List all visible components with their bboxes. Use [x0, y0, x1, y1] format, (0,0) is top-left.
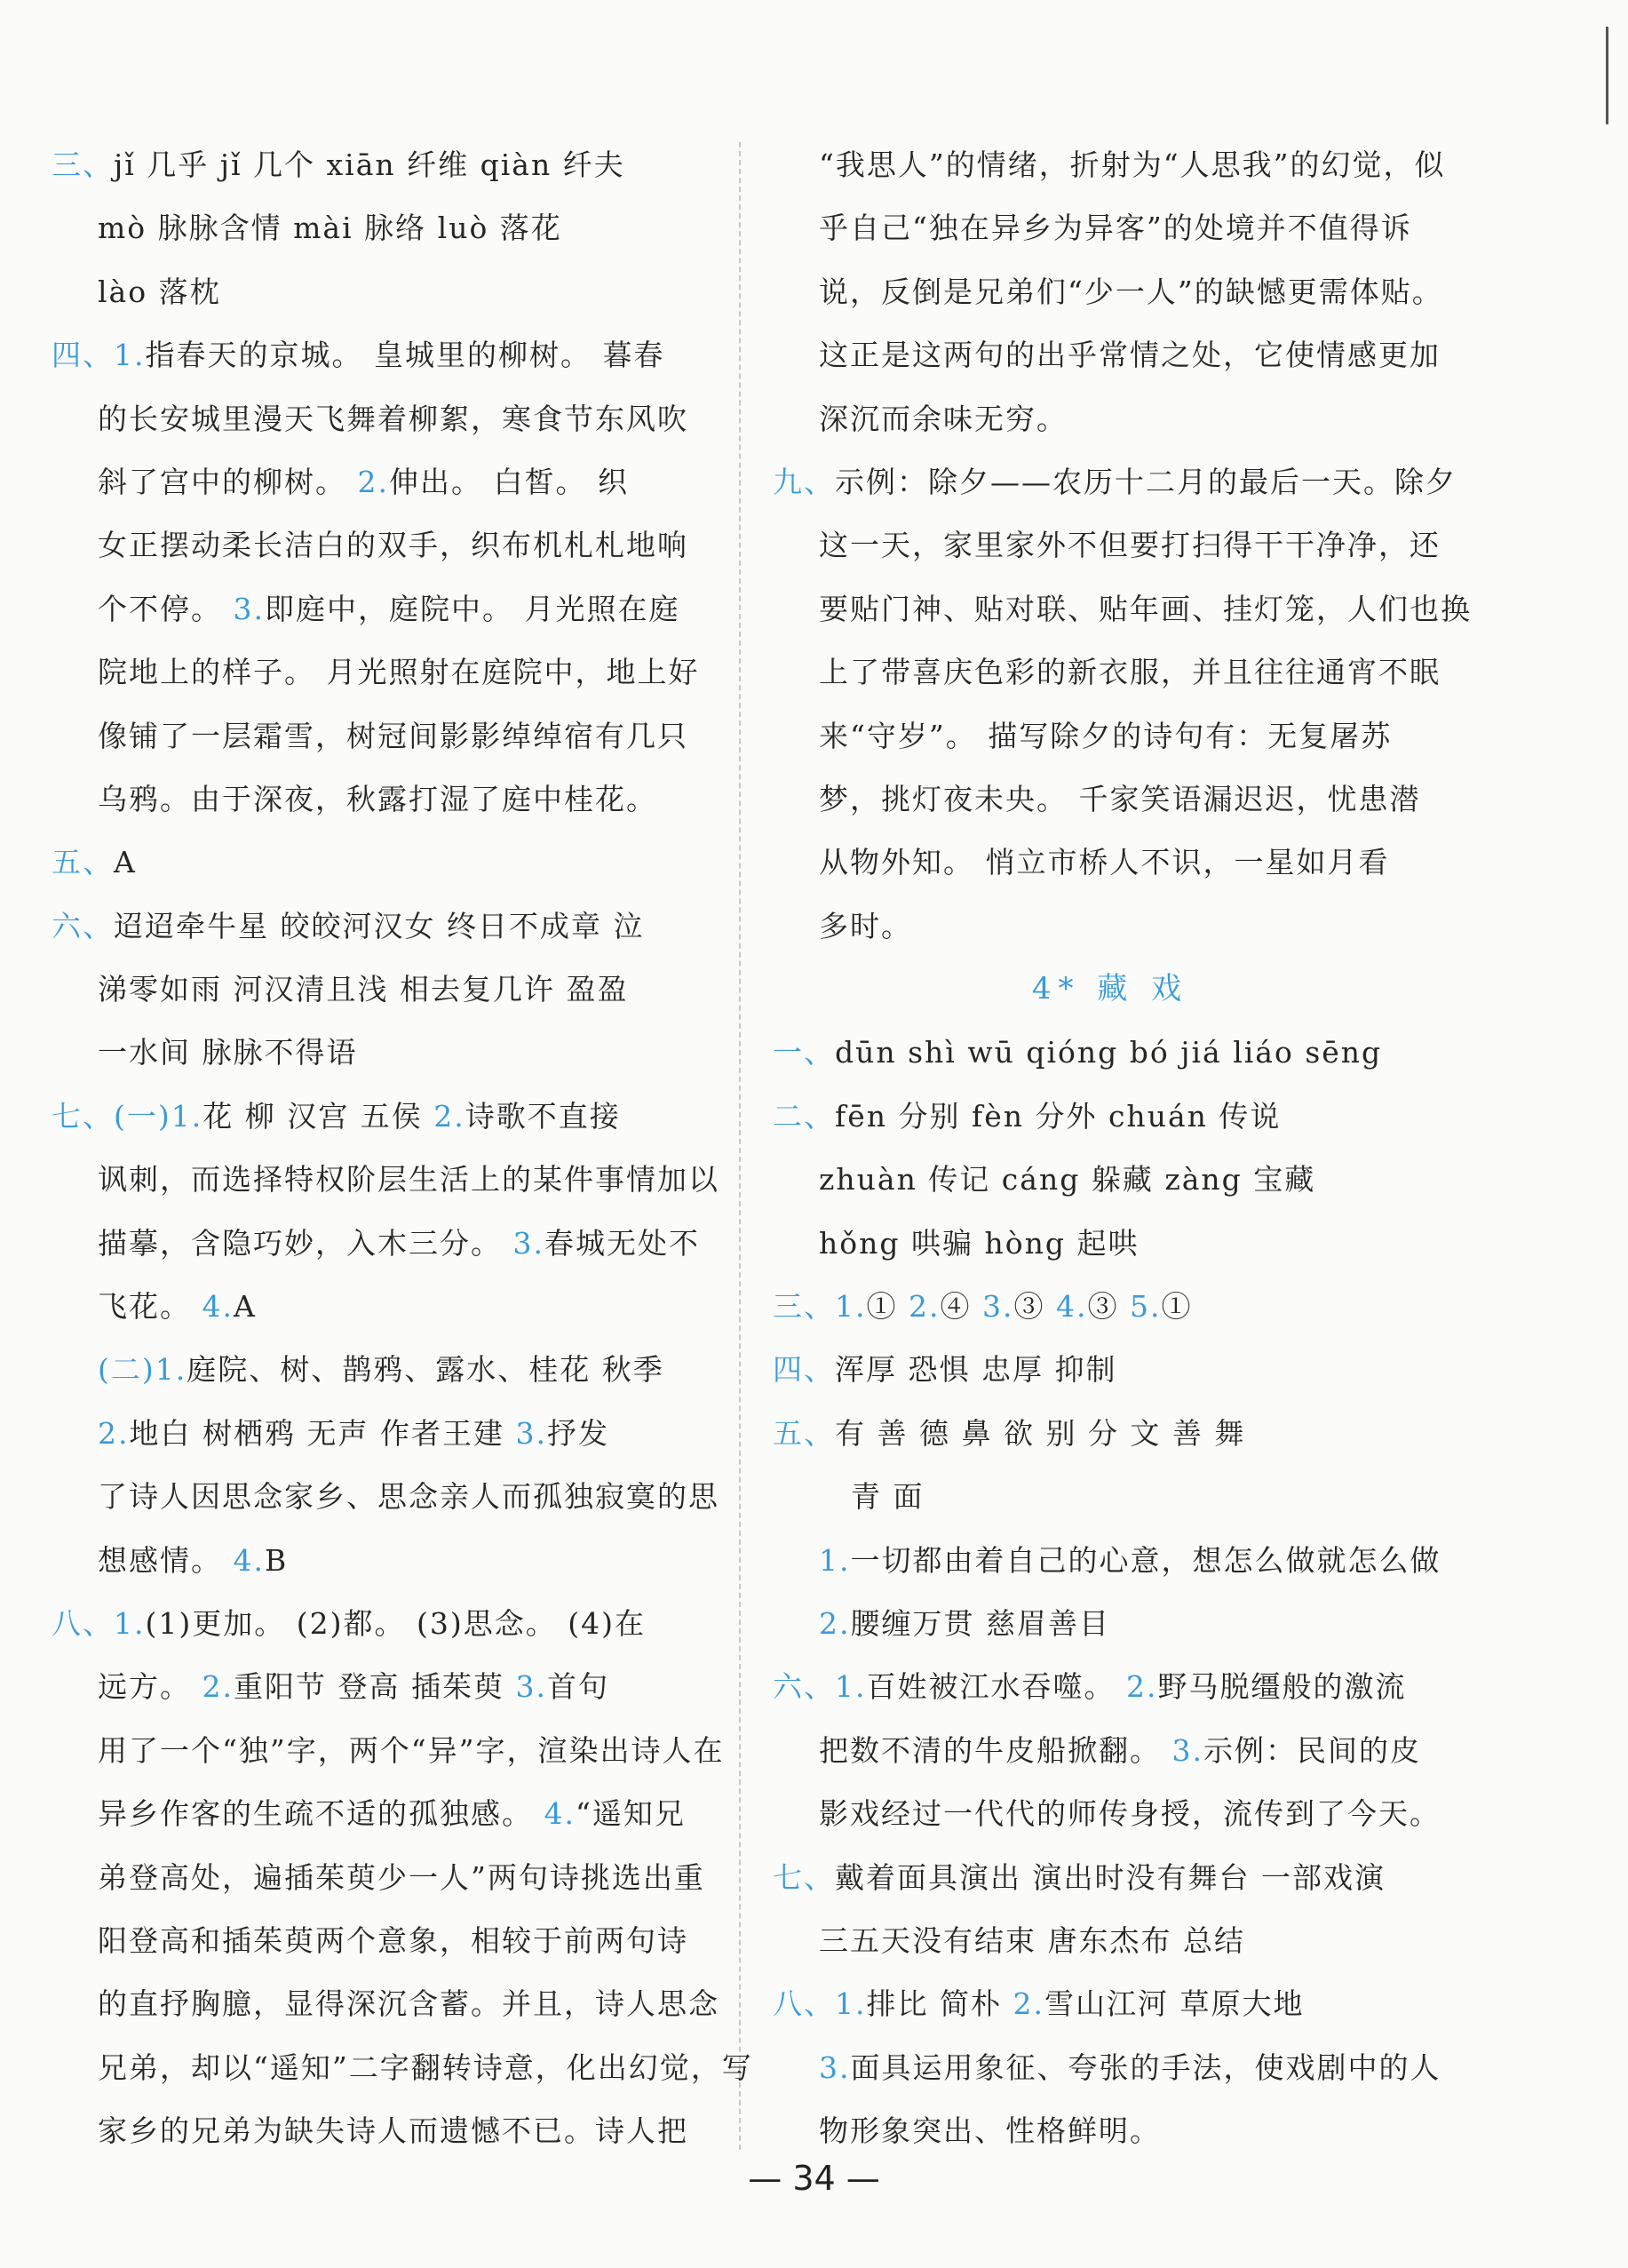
page-number: — 34 — [748, 2159, 880, 2198]
answer-text: 讽刺，而选择特权阶层生活上的某件事情加以 [98, 1162, 719, 1198]
answer-line [773, 768, 1448, 831]
question-number: 4. [202, 1289, 234, 1325]
answer-text: fēn 分别 fèn 分外 chuán 传说 [835, 1098, 1282, 1134]
answer-text: 阳登高和插茱萸两个意象，相较于前两句诗 [98, 1922, 688, 1958]
answer-text: 斜了宫中的柳树。 [98, 464, 358, 499]
question-number: 3. [512, 1225, 544, 1261]
answer-line [773, 1846, 1448, 1909]
question-number: 5. [1130, 1289, 1162, 1325]
answer-text: 用了一个“独”字，两个“异”字，渲染出诗人在 [98, 1732, 725, 1768]
answer-text: 青 面 [851, 1479, 925, 1515]
answer-text: hǒng 哄骗 hòng 起哄 [819, 1225, 1140, 1261]
answer-text: B [265, 1542, 289, 1578]
answer-line [773, 1148, 1448, 1211]
question-number: 八、1. [52, 1605, 146, 1641]
question-number: 2. [909, 1289, 941, 1325]
answer-line [52, 1275, 709, 1338]
answer-text: 地白 树栖鸦 无声 作者王建 [129, 1415, 516, 1451]
answer-text: ① [1161, 1289, 1193, 1325]
answer-line [773, 831, 1448, 894]
answer-text: 指春天的京城。 皇城里的柳树。 暮春 [145, 338, 665, 373]
answer-line [773, 1972, 1448, 2035]
question-number: (二)1. [98, 1352, 187, 1388]
answer-text: mò 脉脉含情 mài 脉络 luò 落花 [98, 211, 562, 246]
question-number: 3. [233, 591, 265, 626]
answer-text: 远方。 [98, 1669, 203, 1705]
answer-line [52, 1148, 719, 1211]
question-number: 七、(一)1. [52, 1098, 203, 1134]
answer-line [773, 895, 1448, 958]
answer-text: 示例：民间的皮 [1203, 1732, 1421, 1768]
answer-text: ④ [940, 1289, 982, 1325]
question-number: 1. [819, 1542, 851, 1578]
question-number: 3. [819, 2049, 851, 2085]
answer-text: 涕零如雨 河汉清且浅 相去复几许 盈盈 [98, 972, 629, 1007]
question-number: 六、1. [773, 1669, 867, 1705]
answer-line [773, 1719, 1448, 1782]
answer-line [52, 768, 709, 831]
question-number: 七、 [773, 1859, 835, 1895]
answer-text: 异乡作客的生疏不适的孤独感。 [98, 1796, 544, 1832]
question-number: 3. [1171, 1732, 1203, 1768]
answer-line [773, 387, 1448, 450]
answer-line [773, 704, 1448, 768]
answer-text: 春城无处不 [544, 1225, 700, 1261]
answer-text: (1)更加。 (2)都。 (3)思念。 (4)在 [145, 1605, 646, 1641]
column-divider [739, 142, 741, 2150]
question-number: 2. [98, 1415, 130, 1451]
answer-line [52, 831, 709, 894]
answer-text: zhuàn 传记 cáng 躲藏 zàng 宝藏 [819, 1162, 1316, 1198]
answer-line [52, 133, 709, 196]
answer-line [52, 2099, 709, 2162]
answer-line [773, 1275, 1448, 1338]
section-title: 4* 藏 戏 [1031, 971, 1189, 1007]
question-number: 四、1. [52, 338, 146, 373]
answer-line [52, 387, 709, 450]
question-number: 三、 [52, 147, 114, 182]
answer-line [52, 196, 709, 259]
answer-text: 一切都由着自己的心意，想怎么做就怎么做 [850, 1542, 1441, 1578]
answer-text: 弟登高处，遍插茱萸少一人”两句诗挑选出重 [98, 1859, 705, 1895]
answer-line [52, 1972, 719, 2035]
answer-line [773, 1021, 1448, 1084]
answer-text: 家乡的兄弟为缺失诗人而遗憾不已。诗人把 [98, 2113, 688, 2149]
answer-text: 女正摆动柔长洁白的双手，织布机札札地响 [98, 528, 688, 563]
question-number: 八、1. [773, 1986, 867, 2022]
answer-line [773, 1212, 1448, 1275]
answer-line [52, 450, 709, 513]
answer-line [773, 2036, 1448, 2099]
answer-text: 腰缠万贯 慈眉善目 [850, 1605, 1110, 1641]
answer-text: 即庭中，庭院中。 月光照在庭 [265, 591, 680, 626]
answer-text: 三五天没有结束 唐东杰布 总结 [819, 1922, 1245, 1958]
answer-text: 把数不清的牛皮船掀翻。 [819, 1732, 1172, 1768]
question-number: 3. [515, 1415, 547, 1451]
answer-text: 梦，挑灯夜未央。 千家笑语漏迟迟，忧患潜 [819, 781, 1421, 816]
question-number: 4. [233, 1542, 265, 1578]
answer-line [773, 577, 1472, 641]
answer-text: 的长安城里漫天飞舞着柳絮，寒食节东风吹 [98, 401, 688, 436]
answer-line [773, 323, 1448, 386]
answer-text: 院地上的样子。 月光照射在庭院中，地上好 [98, 655, 700, 690]
answer-text: 一水间 脉脉不得语 [98, 1035, 358, 1070]
answer-line [52, 323, 709, 386]
answer-text: 来“守岁”。 描写除夕的诗句有：无复屠苏 [819, 718, 1393, 753]
question-number: 4. [1056, 1289, 1088, 1325]
answer-line [773, 1782, 1448, 1845]
answer-line [52, 704, 709, 768]
answer-text: 乎自己“独在异乡为异客”的处境并不值得诉 [819, 211, 1412, 246]
answer-line [773, 1338, 1448, 1401]
answer-text: 抒发 [546, 1415, 609, 1451]
answer-text: 戴着面具演出 演出时没有舞台 一部戏演 [835, 1859, 1386, 1895]
question-number: 五、 [773, 1415, 835, 1451]
answer-text: jǐ 几乎 jǐ 几个 xiān 纤维 qiàn 纤夫 [114, 147, 625, 182]
answer-text: 从物外知。 悄立市桥人不识，一星如月看 [819, 845, 1390, 880]
question-number: 四、 [773, 1352, 835, 1388]
answer-line [52, 1655, 709, 1718]
answer-line [52, 958, 709, 1021]
answer-line [773, 196, 1448, 259]
answer-line [52, 1465, 719, 1528]
answer-line [52, 1085, 709, 1148]
page-edge-mark [1606, 27, 1608, 124]
answer-text: 示例：除夕——农历十二月的最后一天。除夕 [835, 464, 1457, 499]
answer-text: 面具运用象征、夸张的手法，使戏剧中的人 [850, 2049, 1441, 2085]
question-number: 2. [202, 1669, 234, 1705]
answer-text: 雪山江河 草原大地 [1044, 1986, 1305, 2022]
question-number: 二、 [773, 1098, 835, 1134]
answer-line [52, 1909, 709, 1972]
answer-text: 百姓被江水吞噬。 [866, 1669, 1126, 1705]
answer-line [52, 1529, 709, 1592]
answer-text: 首句 [546, 1669, 609, 1705]
answer-text: 庭院、树、鹊鸦、露水、桂花 秋季 [187, 1352, 664, 1388]
question-number: 2. [433, 1098, 465, 1134]
answer-text: “遥知兄 [576, 1796, 686, 1832]
answer-text: 像铺了一层霜雪，树冠间影影绰绰宿有几只 [98, 718, 688, 753]
answer-line [52, 1338, 709, 1401]
answer-text: 想感情。 [98, 1542, 234, 1578]
question-number: 六、 [52, 908, 114, 943]
answer-line [52, 1782, 709, 1845]
answer-line [52, 513, 709, 577]
question-number: 2. [819, 1605, 851, 1641]
answer-line [52, 1212, 709, 1275]
answer-text: 兄弟，却以“遥知”二字翻转诗意，化出幻觉，写 [98, 2049, 753, 2085]
answer-line [773, 260, 1448, 323]
answer-line [52, 260, 709, 323]
answer-text: 浑厚 恐惧 忠厚 抑制 [835, 1352, 1117, 1388]
answer-text: 乌鸦。由于深夜，秋露打湿了庭中桂花。 [98, 781, 657, 816]
question-number: 2. [1013, 1986, 1044, 2022]
answer-line [773, 2099, 1448, 2162]
answer-text: 多时。 [819, 908, 912, 943]
answer-line [52, 1402, 709, 1465]
answer-line [52, 641, 709, 704]
answer-line [773, 133, 1448, 196]
answer-line [773, 513, 1448, 577]
question-number: 一、 [773, 1035, 835, 1070]
answer-text: 要贴门神、贴对联、贴年画、挂灯笼，人们也换 [819, 591, 1472, 626]
answer-line [52, 895, 709, 958]
answer-text: “我思人”的情绪，折射为“人思我”的幻觉，似 [819, 147, 1446, 182]
answer-line [773, 1592, 1448, 1655]
question-number: 2. [357, 464, 389, 499]
answer-line [52, 1021, 709, 1084]
answer-text: ① [866, 1289, 909, 1325]
answer-text: 重阳节 登高 插茱萸 [234, 1669, 516, 1705]
answer-text: 花 柳 汉宫 五侯 [203, 1098, 434, 1134]
answer-line [773, 1529, 1448, 1592]
answer-text: 了诗人因思念家乡、思念亲人而孤独寂寞的思 [98, 1479, 719, 1515]
answer-text: 描摹，含隐巧妙，入木三分。 [98, 1225, 513, 1261]
answer-line [52, 1719, 725, 1782]
answer-text: 这正是这两句的出乎常情之处，它使情感更加 [819, 338, 1441, 373]
question-number: 九、 [773, 464, 835, 499]
question-number: 2. [1126, 1669, 1158, 1705]
question-number: 3. [982, 1289, 1014, 1325]
answer-line [773, 1909, 1448, 1972]
answer-text: lào 落枕 [98, 274, 221, 309]
answer-text: A [234, 1289, 257, 1325]
answer-text: 飞花。 [98, 1289, 203, 1325]
right-column [773, 133, 1472, 2163]
answer-text: 诗歌不直接 [465, 1098, 621, 1134]
answer-line [773, 1402, 1448, 1465]
answer-text: 这一天，家里家外不但要打扫得干干净净，还 [819, 528, 1441, 563]
answer-text: 有 善 德 鼻 欲 别 分 文 善 舞 [835, 1415, 1246, 1451]
answer-text: 个不停。 [98, 591, 234, 626]
answer-text: ③ [1013, 1289, 1056, 1325]
answer-text: 迢迢牵牛星 皎皎河汉女 终日不成章 泣 [114, 908, 645, 943]
answer-text: 伸出。 白皙。 织 [389, 464, 629, 499]
answer-text: 物形象突出、性格鲜明。 [819, 2113, 1161, 2149]
answer-line [52, 1592, 709, 1655]
answer-line [773, 1085, 1448, 1148]
answer-line [773, 641, 1448, 704]
question-number: 4. [544, 1796, 576, 1832]
answer-text: A [114, 845, 137, 880]
question-number: 3. [515, 1669, 547, 1705]
answer-line [52, 2036, 753, 2099]
answer-line [52, 577, 709, 641]
answer-text: 影戏经过一代代的师传身授，流传到了今天。 [819, 1796, 1441, 1832]
answer-line [773, 958, 1448, 1021]
answer-line [773, 1655, 1448, 1718]
answer-text: 深沉而余味无穷。 [819, 401, 1068, 436]
answer-text: ③ [1087, 1289, 1130, 1325]
answer-line [52, 1846, 709, 1909]
answer-text: 野马脱缰般的激流 [1157, 1669, 1407, 1705]
answer-text: dūn shì wū qióng bó jiá liáo sēng [835, 1035, 1383, 1070]
answer-text: 上了带喜庆色彩的新衣服，并且往往通宵不眠 [819, 655, 1441, 690]
question-number: 三、1. [773, 1289, 867, 1325]
answer-line [773, 1465, 1448, 1528]
answer-text: 排比 简朴 [866, 1986, 1013, 2022]
question-number: 五、 [52, 845, 114, 880]
answer-line [773, 450, 1457, 513]
answer-text: 的直抒胸臆，显得深沉含蓄。并且，诗人思念 [98, 1986, 719, 2022]
answer-text: 说，反倒是兄弟们“少一人”的缺憾更需体贴。 [819, 274, 1443, 309]
left-column [52, 133, 753, 2163]
